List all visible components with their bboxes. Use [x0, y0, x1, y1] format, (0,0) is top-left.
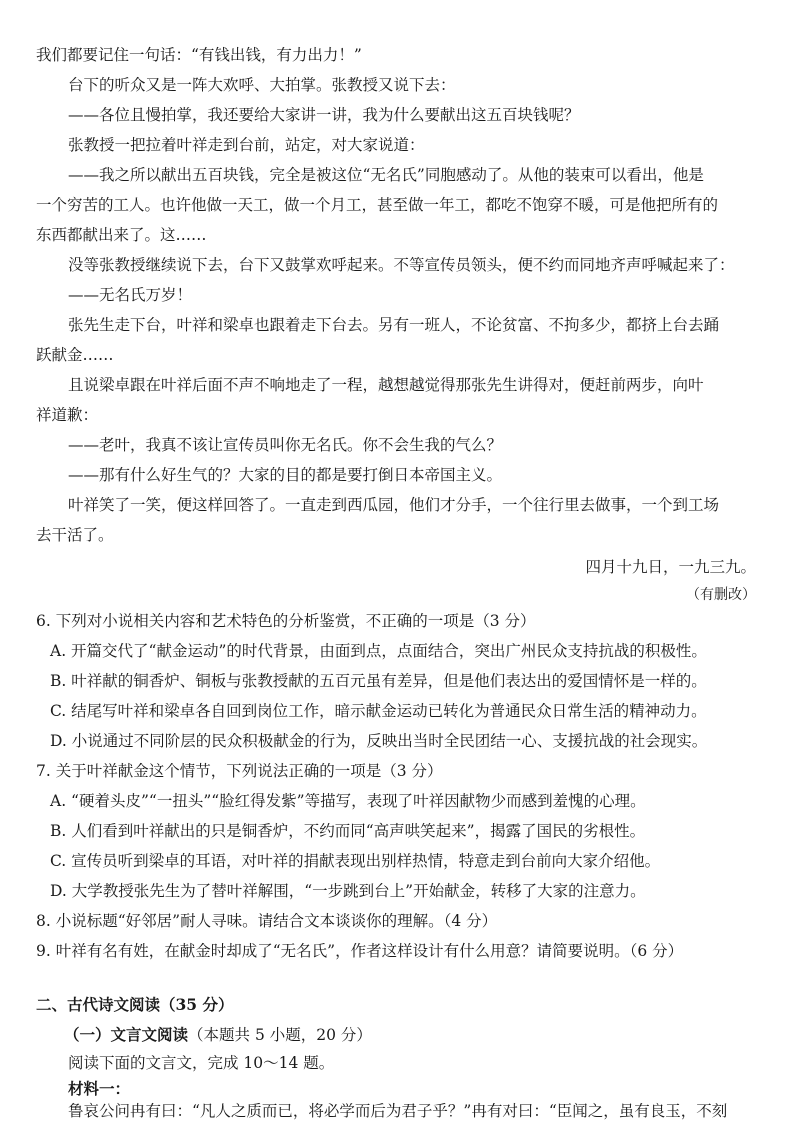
question-6-option-c: C. 结尾写叶祥和梁卓各自回到岗位工作，暗示献金运动已转化为普通民众日常生活的精神动力。: [50, 702, 707, 720]
material-label: 材料一：: [68, 1079, 131, 1098]
story-line: ——无名氏万岁！: [68, 286, 193, 304]
story-line: ——各位且慢拍掌，我还要给大家讲一讲，我为什么要献出这五百块钱呢？: [68, 106, 580, 124]
question-6-option-b: B. 叶祥献的铜香炉、铜板与张教授献的五百元虽有差异，但是他们表达出的爱国情怀是一样的。: [50, 672, 707, 690]
story-line: ——我之所以献出五百块钱，完全是被这位“无名氏”同胞感动了。从他的装束可以看出，他是: [68, 166, 704, 184]
subheading-title: （一）文言文阅读: [64, 1025, 189, 1044]
section-2-instruction: 阅读下面的文言文，完成 10～14 题。: [68, 1054, 335, 1072]
story-line: 没等张教授继续说下去，台下又鼓掌欢呼起来。不等宣传员领头，便不约而同地齐声呼喊起来了：: [68, 256, 735, 274]
story-line: 张教授一把拉着叶祥走到台前，站定，对大家说道：: [68, 136, 425, 154]
story-line: 去干活了。: [36, 526, 114, 544]
story-line: 叶祥笑了一笑，便这样回答了。一直走到西瓜园，他们才分手，一个往行里去做事，一个到工场: [68, 496, 720, 514]
question-9: 9. 叶祥有名有姓，在献金时却成了“无名氏”，作者这样设计有什么用意？请简要说明。（6 分）: [36, 942, 684, 960]
question-6-option-d: D. 小说通过不同阶层的民众积极献金的行为，反映出当时全民团结一心、支援抗战的社会现实。: [50, 732, 708, 750]
story-line: ——那有什么好生气的？大家的目的都是要打倒日本帝国主义。: [68, 466, 503, 484]
story-line: 东西都献出来了。这……: [36, 226, 207, 244]
material-line: 鲁哀公问冉有曰：“凡人之质而已，将必学而后为君子乎？”冉有对曰：“臣闻之，虽有良玉，不刻: [68, 1102, 728, 1120]
story-line: ——老叶，我真不该让宣传员叫你无名氏。你不会生我的气么？: [68, 436, 503, 454]
question-6-option-a: A. 开篇交代了“献金运动”的时代背景，由面到点，点面结合，突出广州民众支持抗战的积极性。: [50, 642, 707, 660]
question-7-option-a: A. “硬着头皮”“一扭头”“脸红得发紫”等描写，表现了叶祥因献物少而感到羞愧的心理。: [50, 792, 646, 810]
section-2-heading: 二、古代诗文阅读（35 分）: [36, 995, 234, 1014]
question-7-stem: 7. 关于叶祥献金这个情节，下列说法正确的一项是（3 分）: [36, 762, 443, 780]
question-7-option-c: C. 宣传员听到梁卓的耳语，对叶祥的捐献表现出别样热情，特意走到台前向大家介绍他。: [50, 852, 661, 870]
question-6-stem: 6. 下列对小说相关内容和艺术特色的分析鉴赏，不正确的一项是（3 分）: [36, 612, 536, 630]
subheading-detail: （本题共 5 小题，20 分）: [188, 1026, 372, 1044]
story-line: 祥道歉：: [36, 406, 99, 424]
question-7-option-b: B. 人们看到叶祥献出的只是铜香炉，不约而同“高声哄笑起来”，揭露了国民的劣根性。: [50, 822, 646, 840]
story-line: 张先生走下台，叶祥和梁卓也跟着走下台去。另有一班人，不论贫富、不拘多少，都挤上台去踊: [68, 316, 720, 334]
story-line: 我们都要记住一句话：“有钱出钱，有力出力！”: [36, 46, 362, 64]
story-line: 一个穷苦的工人。也许他做一天工，做一个月工，甚至做一年工，都吃不饱穿不暖，可是他把所有的: [36, 196, 719, 214]
story-line: 跃献金……: [36, 346, 114, 364]
question-8: 8. 小说标题“好邻居”耐人寻味。请结合文本谈谈你的理解。（4 分）: [36, 912, 498, 930]
section-2-subheading: [64, 1024, 372, 1046]
story-line: 台下的听众又是一阵大欢呼、大拍掌。张教授又说下去：: [68, 76, 456, 94]
story-date: 四月十九日，一九三九。: [585, 558, 756, 576]
question-7-option-d: D. 大学教授张先生为了替叶祥解围，“一步跳到台上”开始献金，转移了大家的注意力。: [50, 882, 646, 900]
story-note: （有删改）: [686, 587, 756, 603]
story-line: 且说梁卓跟在叶祥后面不声不响地走了一程，越想越觉得那张先生讲得对，便赶前两步，向叶: [68, 376, 704, 394]
